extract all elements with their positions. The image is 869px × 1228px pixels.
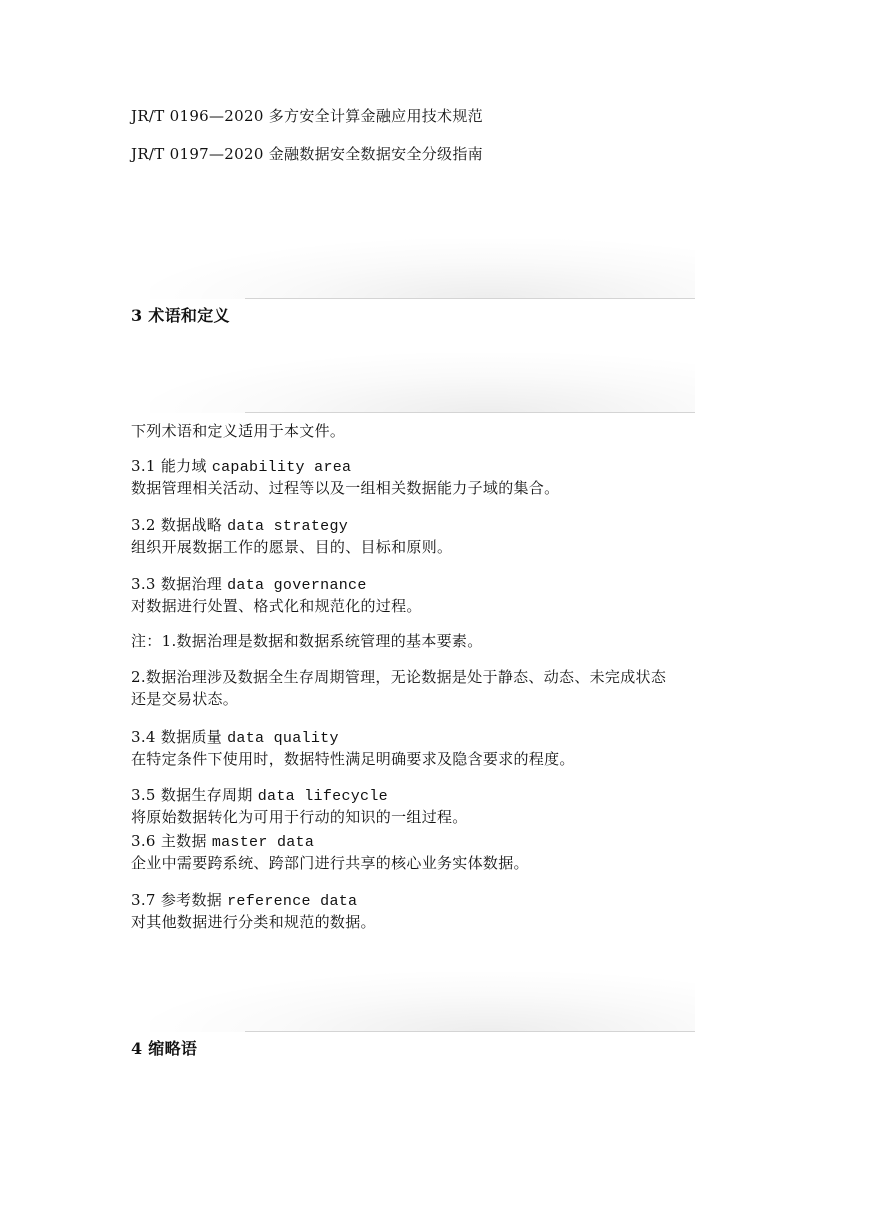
section-3-intro: 下列术语和定义适用于本文件。: [131, 422, 346, 440]
term-3-3: [131, 574, 367, 596]
term-en: data lifecycle: [257, 788, 388, 805]
term-number: 3.5: [131, 786, 156, 804]
term-en: data strategy: [227, 518, 349, 535]
term-3-6: [131, 831, 314, 853]
term-3-2: [131, 515, 348, 537]
term-3-4: [131, 727, 339, 749]
term-number: 3.2: [131, 516, 156, 534]
note-1: 注：1.数据治理是数据和数据系统管理的基本要素。: [131, 632, 483, 650]
term-3-3-definition: 对数据进行处置、格式化和规范化的过程。: [131, 597, 422, 615]
section-divider: [150, 353, 695, 413]
term-3-1-definition: 数据管理相关活动、过程等以及一组相关数据能力子域的集合。: [131, 479, 560, 497]
term-zh: 主数据: [160, 832, 207, 850]
term-3-7-definition: 对其他数据进行分类和规范的数据。: [131, 913, 376, 931]
note-2-line-1: 2.数据治理涉及数据全生存周期管理，无论数据是处于静态、动态、未完成状态: [131, 668, 667, 686]
term-zh: 参考数据: [160, 891, 223, 909]
term-3-4-definition: 在特定条件下使用时，数据特性满足明确要求及隐含要求的程度。: [131, 750, 575, 768]
term-number: 3.4: [131, 728, 156, 746]
section-divider: [150, 239, 695, 299]
term-en: capability area: [211, 459, 352, 476]
reference-line-2: JR/T 0197—2020 金融数据安全数据安全分级指南: [131, 145, 483, 163]
term-en: data quality: [227, 730, 339, 747]
term-3-2-definition: 组织开展数据工作的愿景、目的、目标和原则。: [131, 538, 453, 556]
term-3-5: [131, 785, 388, 807]
term-en: data governance: [227, 577, 367, 594]
section-4-heading: 4 缩略语: [131, 1039, 198, 1058]
term-zh: 数据质量: [160, 728, 223, 746]
term-zh: 数据战略: [160, 516, 223, 534]
term-zh: 能力域: [160, 457, 207, 475]
term-3-6-definition: 企业中需要跨系统、跨部门进行共享的核心业务实体数据。: [131, 854, 529, 872]
term-3-1: [131, 456, 351, 478]
section-3-heading: 3 术语和定义: [131, 306, 230, 325]
term-zh: 数据治理: [160, 575, 223, 593]
term-3-5-definition: 将原始数据转化为可用于行动的知识的一组过程。: [131, 808, 468, 826]
term-3-7: [131, 890, 357, 912]
note-2-line-2: 还是交易状态。: [131, 690, 239, 708]
section-divider: [150, 972, 695, 1032]
reference-line-1: JR/T 0196—2020 多方安全计算金融应用技术规范: [131, 107, 483, 125]
term-number: 3.1: [131, 457, 156, 475]
term-number: 3.6: [131, 832, 156, 850]
term-number: 3.7: [131, 891, 156, 909]
term-number: 3.3: [131, 575, 156, 593]
term-zh: 数据生存周期: [160, 786, 253, 804]
term-en: reference data: [227, 893, 358, 910]
term-en: master data: [211, 834, 315, 851]
